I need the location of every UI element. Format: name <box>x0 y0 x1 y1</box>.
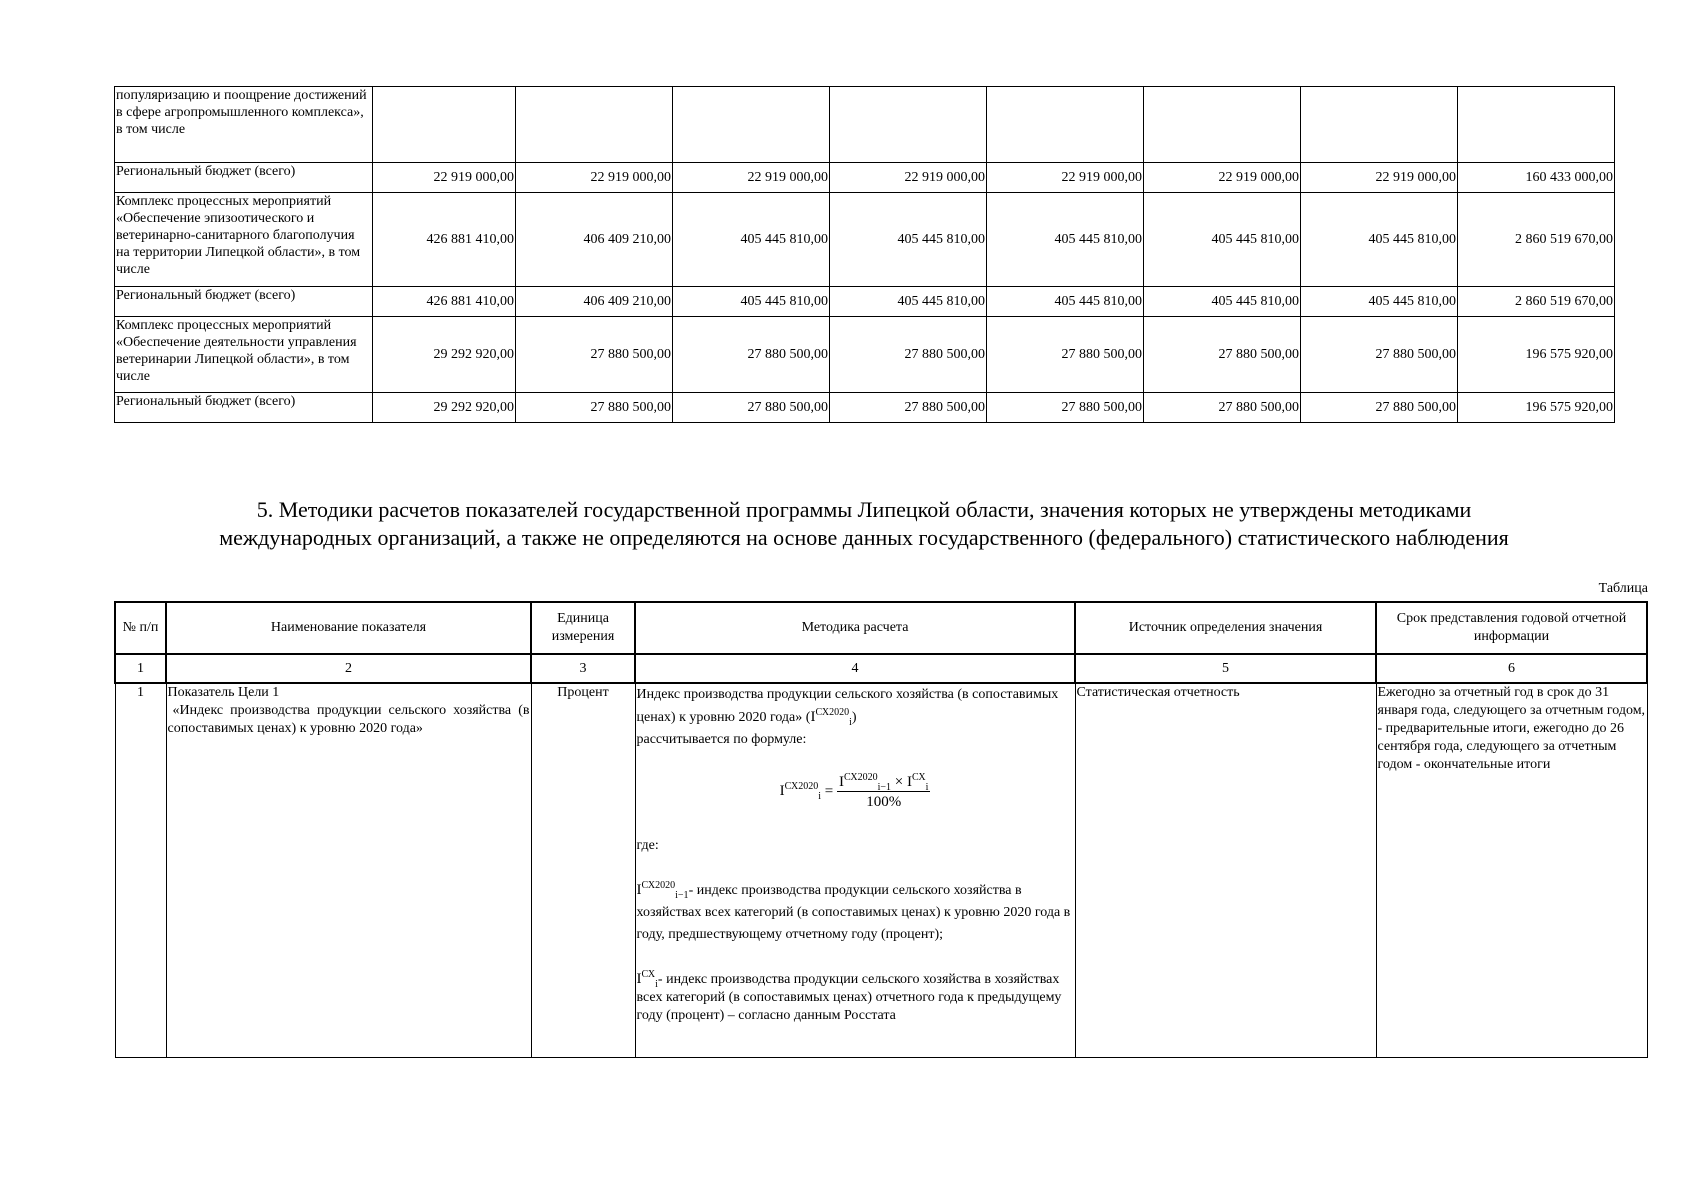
cell-value: 29 292 920,00 <box>373 317 516 393</box>
cell-value: 426 881 410,00 <box>373 287 516 317</box>
cell-value: 22 919 000,00 <box>987 163 1144 193</box>
section-title-line: международных организаций, а также не определяются на основе данных государственного (федерального) статистического наблюдения <box>219 525 1509 550</box>
cell-value: 426 881 410,00 <box>373 193 516 287</box>
source-cell: Статистическая отчетность <box>1075 683 1376 1057</box>
cell-value: 22 919 000,00 <box>830 163 987 193</box>
column-header: № п/п <box>115 602 166 654</box>
cell-value <box>1458 87 1615 163</box>
definition-2 <box>637 970 1074 1025</box>
formula-numerator: $I^{СХ2020}_{i-1} \times I^{СХ}_i$ <box>838 772 929 793</box>
cell-value: 27 880 500,00 <box>1301 393 1458 423</box>
cell-value: 2 860 519 670,00 <box>1458 193 1615 287</box>
cell-value: 405 445 810,00 <box>1144 193 1301 287</box>
cell-value <box>1301 87 1458 163</box>
cell-value: 406 409 210,00 <box>516 287 673 317</box>
cell-value: 22 919 000,00 <box>673 163 830 193</box>
budget-table <box>114 86 1615 423</box>
table-row <box>115 87 1615 163</box>
def2-symbol: $I^{СХ}_i$ <box>636 969 658 990</box>
section-title <box>114 496 1614 552</box>
formula-fraction <box>837 773 930 811</box>
methods-table <box>114 601 1648 1058</box>
cell-value: 2 860 519 670,00 <box>1458 287 1615 317</box>
index-symbol: $I^{СХ2020}_i$ <box>810 707 852 728</box>
cell-value <box>1144 87 1301 163</box>
formula: $I^{СХ2020}_i$ = $\frac{I^{СХ2020}_{i-1} \times I^{СХ}_i}{100\%}$ <box>779 772 929 810</box>
cell-value: 27 880 500,00 <box>987 393 1144 423</box>
row-name: популяризацию и поощрение достижений в сфере агропромышленного комплекса», в том числе <box>115 87 373 163</box>
column-number: 2 <box>166 654 531 683</box>
deadline-cell: Ежегодно за отчетный год в срок до 31 января года, следующего за отчетным годом, - предварительные итоги, ежегодно до 26 сентября года, следующего за отчетным годом - окончательные итоги <box>1376 683 1647 1057</box>
cell-value: 160 433 000,00 <box>1458 163 1615 193</box>
column-number-row <box>115 654 1647 683</box>
cell-value: 405 445 810,00 <box>830 287 987 317</box>
cell-value: 27 880 500,00 <box>987 317 1144 393</box>
method-intro-text: Индекс производства продукции сельского хозяйства (в сопоставимых ценах) к уровню 2020 года» <box>636 687 1059 725</box>
def1-sup: СХ2020 <box>641 880 676 891</box>
formula-num-sub: i−1 <box>877 782 892 793</box>
indicator-name-line: Показатель Цели 1 <box>167 685 280 700</box>
cell-value: 196 575 920,00 <box>1458 317 1615 393</box>
cell-value: 27 880 500,00 <box>516 317 673 393</box>
column-number: 4 <box>635 654 1075 683</box>
def2-sup: СХ <box>641 969 656 980</box>
row-number: 1 <box>115 683 166 1057</box>
cell-value: 406 409 210,00 <box>516 193 673 287</box>
formula-times: × I <box>894 774 912 790</box>
table-row <box>115 683 1647 1057</box>
row-name: Комплекс процессных мероприятий «Обеспечение эпизоотического и ветеринарно-санитарного благополучия на территории Липецкой области», в том числе <box>115 193 373 287</box>
index-sub: i <box>849 717 852 728</box>
cell-value: 22 919 000,00 <box>1301 163 1458 193</box>
table-row <box>115 393 1615 423</box>
row-name: Региональный бюджет (всего) <box>115 163 373 193</box>
formula-lhs-sub: i <box>818 791 821 803</box>
cell-value: 27 880 500,00 <box>830 317 987 393</box>
table-row <box>115 287 1615 317</box>
column-header: Методика расчета <box>635 602 1075 654</box>
cell-value: 27 880 500,00 <box>673 317 830 393</box>
formula-lhs <box>779 781 821 803</box>
cell-value: 27 880 500,00 <box>830 393 987 423</box>
cell-value <box>673 87 830 163</box>
row-name: Комплекс процессных мероприятий «Обеспечение деятельности управления ветеринарии Липецкой области», в том числе <box>115 317 373 393</box>
cell-value: 29 292 920,00 <box>373 393 516 423</box>
column-header: Единица измерения <box>531 602 635 654</box>
index-sup: СХ2020 <box>815 707 850 718</box>
definition-1 <box>637 879 1074 946</box>
cell-value: 27 880 500,00 <box>673 393 830 423</box>
def2-text: - индекс производства продукции сельского хозяйства в хозяйствах всех категорий (в сопоставимых ценах) отчетного года к предыдущему году (процент) – согласно данным Росстата <box>636 972 1062 1023</box>
table-header-row <box>115 602 1647 654</box>
cell-value: 405 445 810,00 <box>830 193 987 287</box>
cell-value: 27 880 500,00 <box>1301 317 1458 393</box>
method-cell <box>635 683 1075 1057</box>
column-header: Срок представления годовой отчетной информации <box>1376 602 1647 654</box>
def1-sub: i−1 <box>675 890 689 901</box>
cell-value: 405 445 810,00 <box>987 193 1144 287</box>
column-header: Источник определения значения <box>1075 602 1376 654</box>
cell-value: 27 880 500,00 <box>1144 393 1301 423</box>
def1-text: - индекс производства продукции сельского хозяйства в хозяйствах всех категорий (в сопоставимых ценах) к уровню 2020 года в году, предшествующему отчетному году (процент); <box>636 883 1071 942</box>
cell-value: 405 445 810,00 <box>1301 193 1458 287</box>
cell-value: 405 445 810,00 <box>987 287 1144 317</box>
column-number: 1 <box>115 654 166 683</box>
cell-value: 405 445 810,00 <box>1144 287 1301 317</box>
def1-symbol: $I^{СХ2020}_{i-1}$ <box>636 880 689 901</box>
cell-value: 22 919 000,00 <box>1144 163 1301 193</box>
table-row <box>115 163 1615 193</box>
row-name: Региональный бюджет (всего) <box>115 287 373 317</box>
cell-value <box>516 87 673 163</box>
method-intro-end: рассчитывается по формуле: <box>636 732 807 747</box>
table-row <box>115 193 1615 287</box>
cell-value <box>830 87 987 163</box>
cell-value: 27 880 500,00 <box>516 393 673 423</box>
cell-value: 27 880 500,00 <box>1144 317 1301 393</box>
column-number: 6 <box>1376 654 1647 683</box>
def2-sub: i <box>655 979 658 990</box>
cell-value: 405 445 810,00 <box>673 287 830 317</box>
formula-denominator: 100% <box>866 794 902 810</box>
cell-value <box>987 87 1144 163</box>
method-intro: Индекс производства продукции сельского хозяйства (в сопоставимых ценах) к уровню 2020 года» $(I^{СХ2020}_i)$ рассчитывается по формуле: <box>636 687 1059 747</box>
section-title-line: 5. Методики расчетов показателей государственной программы Липецкой области, значения которых не утверждены методиками <box>256 497 1472 522</box>
formula-num2-sub: i <box>925 782 929 793</box>
where-label: где: <box>636 838 659 853</box>
column-number: 3 <box>531 654 635 683</box>
formula-num2-sup: СХ <box>912 772 926 783</box>
indicator-name-cell <box>166 683 531 1057</box>
indicator-name-line: «Индекс производства продукции сельского хозяйства (в сопоставимых ценах) к уровню 2020 года» <box>167 703 530 736</box>
cell-value: 405 445 810,00 <box>1301 287 1458 317</box>
cell-value: 22 919 000,00 <box>516 163 673 193</box>
table-caption: Таблица <box>1598 581 1648 596</box>
row-name: Региональный бюджет (всего) <box>115 393 373 423</box>
formula-num-sup: СХ2020 <box>843 772 878 783</box>
cell-value: 196 575 920,00 <box>1458 393 1615 423</box>
cell-value: 405 445 810,00 <box>673 193 830 287</box>
table-row <box>115 317 1615 393</box>
unit-cell: Процент <box>531 683 635 1057</box>
formula-lhs-sup: СХ2020 <box>784 781 819 793</box>
formula-lhs-symbol: I <box>779 783 785 800</box>
column-number: 5 <box>1075 654 1376 683</box>
column-header: Наименование показателя <box>166 602 531 654</box>
cell-value <box>373 87 516 163</box>
cell-value: 22 919 000,00 <box>373 163 516 193</box>
